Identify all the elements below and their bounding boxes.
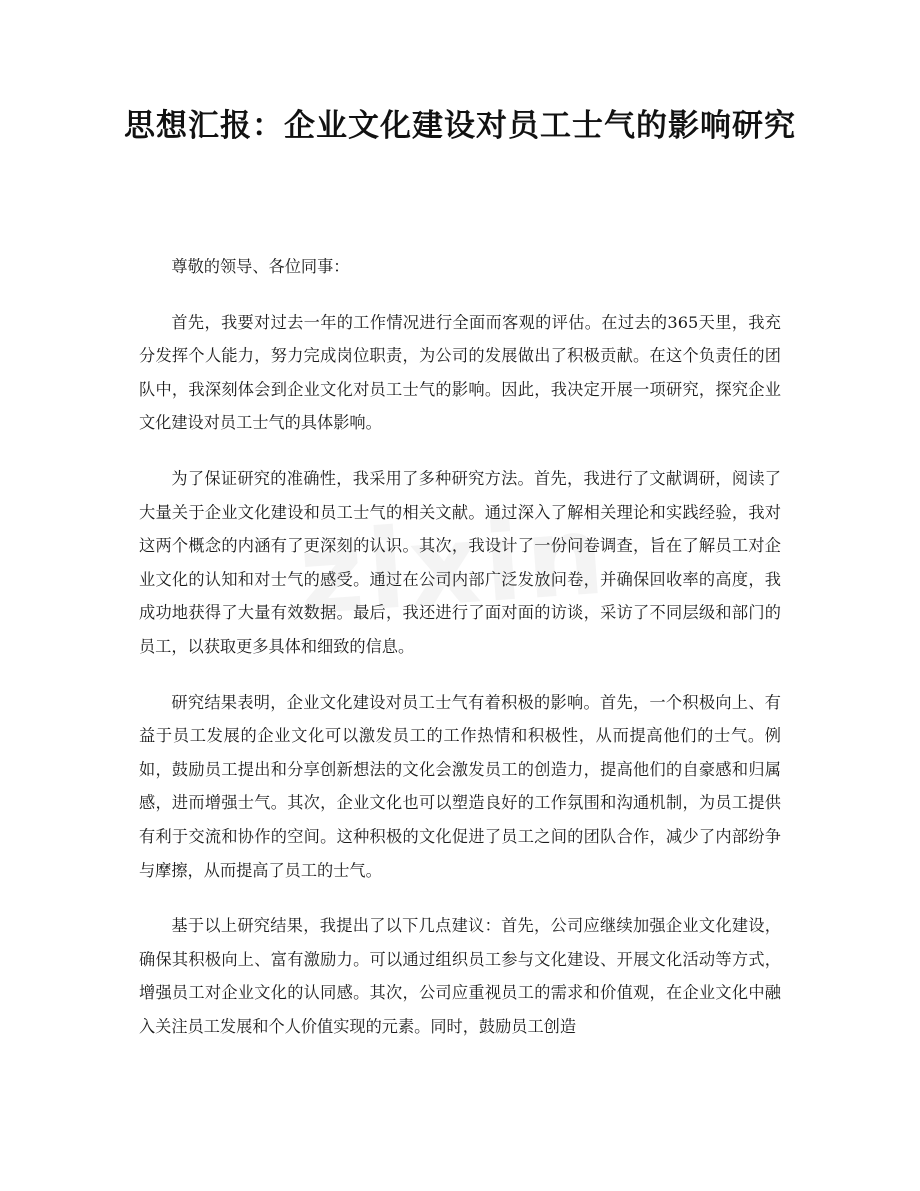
document-title: 思想汇报：企业文化建设对员工士气的影响研究: [124, 108, 796, 144]
paragraph-2: 为了保证研究的准确性，我采用了多种研究方法。首先，我进行了文献调研，阅读了大量关于企业文化建设和员工士气的相关文献。通过深入了解相关理论和实践经验，我对这两个概念的内涵有了更深刻的认识。其次，我设计了一份问卷调查，旨在了解员工对企业文化的认知和对士气的感受。通过在公司内部广泛发放问卷，并确保回收率的高度，我成功地获得了大量有效数据。最后，我还进行了面对面的访谈，采访了不同层级和部门的员工，以获取更多具体和细致的信息。: [139, 468, 781, 656]
paragraph-1: 首先，我要对过去一年的工作情况进行全面而客观的评估。在过去的365天里，我充分发挥个人能力，努力完成岗位职责，为公司的发展做出了积极贡献。在这个负责任的团队中，我深刻体会到企业文化对员工士气的影响。因此，我决定开展一项研究，探究企业文化建设对员工士气的具体影响。: [139, 312, 781, 433]
paragraph-3: 研究结果表明，企业文化建设对员工士气有着积极的影响。首先，一个积极向上、有益于员工发展的企业文化可以激发员工的工作热情和积极性，从而提高他们的士气。例如，鼓励员工提出和分享创新想法的文化会激发员工的创造力，提高他们的自豪感和归属感，进而增强士气。其次，企业文化也可以塑造良好的工作氛围和沟通机制，为员工提供有利于交流和协作的空间。这种积极的文化促进了员工之间的团队合作，减少了内部纷争与摩擦，从而提高了员工的士气。: [139, 692, 781, 880]
salutation: 尊敬的领导、各位同事：: [171, 257, 350, 276]
paragraph-4: 基于以上研究结果，我提出了以下几点建议：首先，公司应继续加强企业文化建设，确保其积极向上、富有激励力。可以通过组织员工参与文化建设、开展文化活动等方式，增强员工对企业文化的认同感。其次，公司应重视员工的需求和价值观，在企业文化中融入关注员工发展和个人价值实现的元素。同时，鼓励员工创造: [139, 916, 781, 1036]
document-body: [139, 250, 781, 1065]
